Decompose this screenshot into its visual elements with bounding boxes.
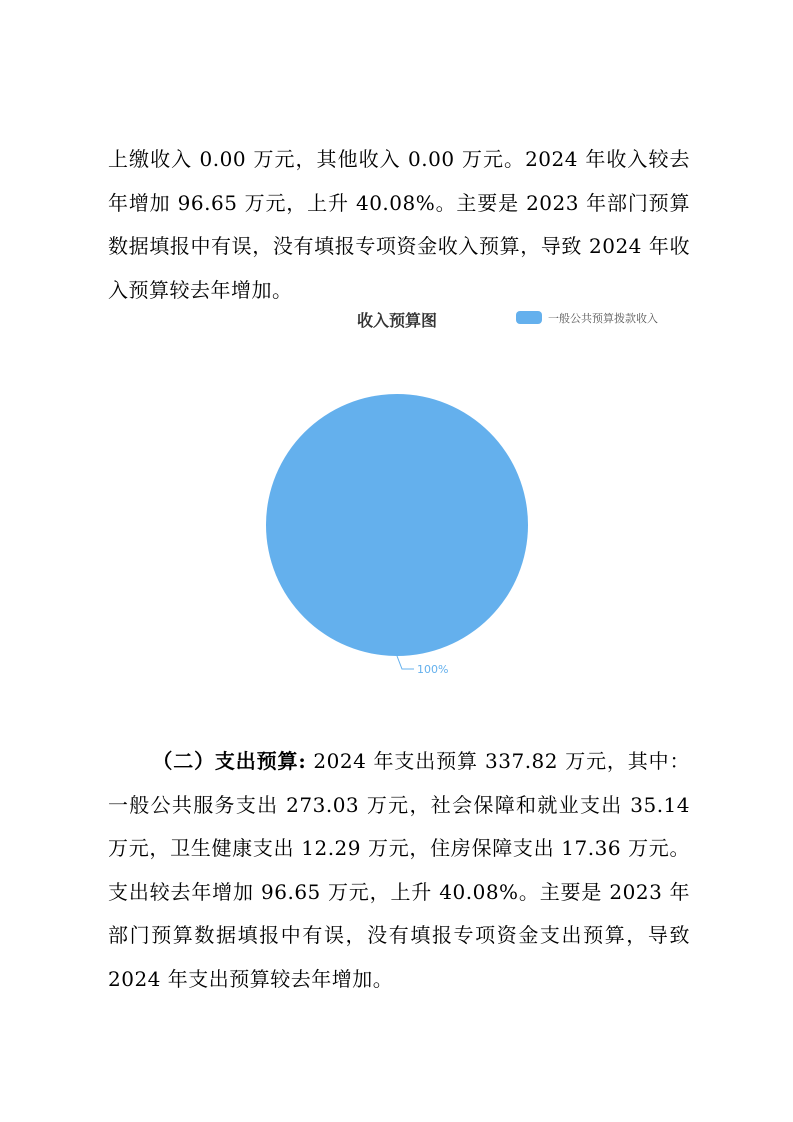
income-budget-pie-chart (0, 295, 793, 695)
legend-swatch (516, 311, 542, 324)
expenditure-paragraph (108, 740, 690, 1001)
income-paragraph: 上缴收入 0.00 万元，其他收入 0.00 万元。2024 年收入较去年增加 96.65 万元，上升 40.08%。主要是 2023 年部门预算数据填报中有误，没有填报专项资金收入预算，导致 2024 年收入预算较去年增加。 (108, 147, 690, 302)
slice-percent-label: 100% (417, 663, 449, 676)
pie-slices (266, 394, 528, 656)
chart-title: 收入预算图 (356, 311, 438, 330)
slice-label-line (397, 656, 414, 669)
section-body: 2024 年支出预算 337.82 万元，其中：一般公共服务支出 273.03 万元，社会保障和就业支出 35.14 万元，卫生健康支出 12.29 万元，住房保障支出 17.36 万元。支出较去年增加 96.65 万元，上升 40.08%。主要是 2023 年部门预算数据填报中有误，没有填报专项资金支出预算，导致 2024 年支出预算较去年增加。 (108, 749, 690, 991)
chart-legend (516, 311, 658, 325)
section-heading: （二）支出预算: (152, 749, 307, 773)
pie-slice (266, 394, 528, 656)
legend-label: 一般公共预算拨款收入 (548, 312, 658, 325)
